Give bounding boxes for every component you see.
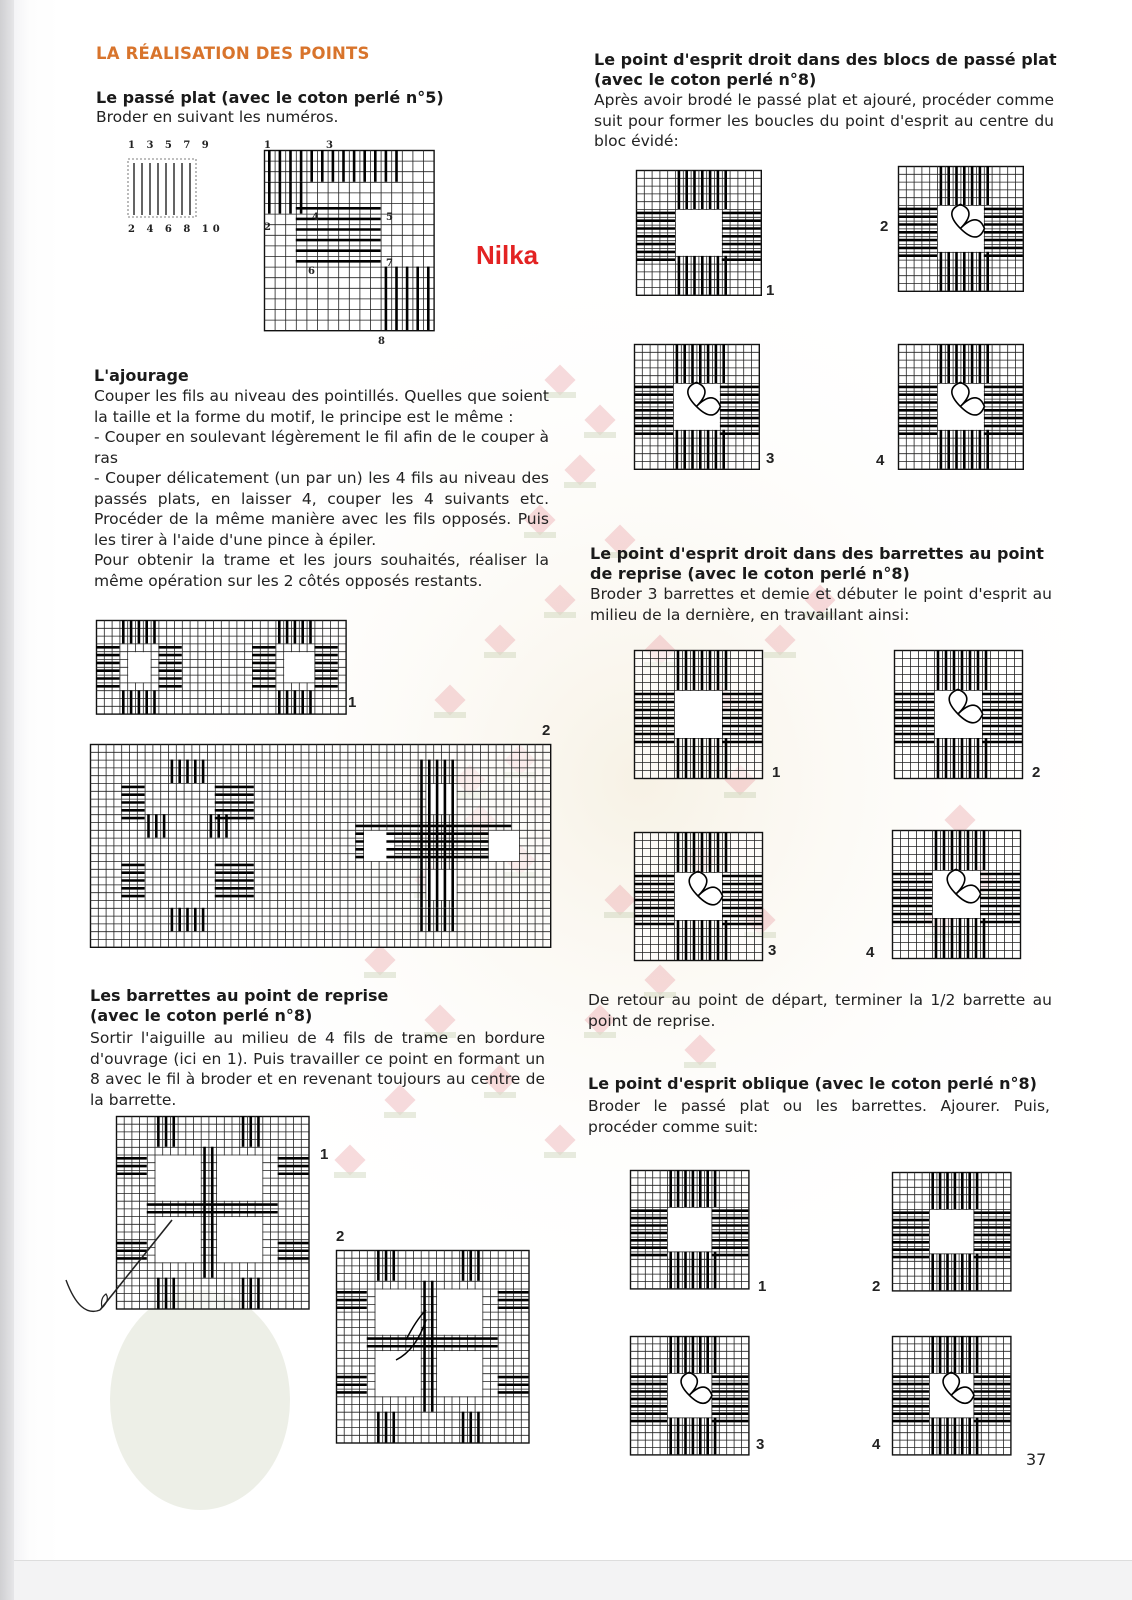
ajourage-fig-label-1: 1 [348,694,357,711]
passe-plat-label-1: 1 [264,140,271,151]
ajourage-bullet-1: - Couper en soulevant légèrement le fil afin de le couper à ras [94,428,549,467]
section-title: LA RÉALISATION DES POINTS [96,44,370,63]
barrettes-fig-label-2: 2 [336,1228,345,1245]
passe-plat-small-diagram [126,155,198,221]
ajourage-bullet-2: - Couper délicatement (un par un) les 4 fils au niveau des passés plats, en laisser 4, couper les 4 suivants etc. Procéder de la même manière avec les fils opposés. Puis les tirer à l'aide d'une pince à épiler. [94,469,549,549]
esprit-barrettes-diagram-3 [634,832,762,956]
esprit-barrettes-text: Broder 3 barrettes et demie et débuter le point d'esprit au milieu de la dernière, en travaillant ainsi: [590,585,1052,624]
esprit-blocs-text: Après avoir brodé le passé plat et ajouré, procéder comme suit pour former les boucles du point d'esprit au centre du bloc évidé: [594,91,1054,150]
barrettes-diagram-2 [336,1250,530,1446]
esprit-oblique-fig-label-3: 3 [756,1436,765,1453]
ajourage-heading: L'ajourage [94,366,189,385]
passe-plat-bottom-numbers: 2 4 6 8 10 [128,224,224,235]
esprit-blocs-fig-label-1: 1 [766,282,775,299]
esprit-blocs-diagram-3 [634,344,762,468]
page-bottom-margin [14,1560,1132,1600]
esprit-oblique-diagram-1 [630,1170,748,1290]
passe-plat-label-2: 2 [264,222,271,233]
barrettes-heading-2: (avec le coton perlé n°8) [90,1006,313,1025]
passe-plat-text: Broder en suivant les numéros. [96,108,339,126]
esprit-oblique-fig-label-2: 2 [872,1278,881,1295]
page-number: 37 [1026,1450,1047,1469]
esprit-barrettes-fig-label-2: 2 [1032,764,1041,781]
esprit-oblique-diagram-3 [630,1336,748,1452]
passe-plat-grid-diagram [264,150,442,330]
esprit-blocs-fig-label-2: 2 [880,218,889,235]
passe-plat-label-3: 3 [326,140,333,151]
ajourage-intro: Couper les fils au niveau des pointillés. Quelles que soient la taille et la forme du motif, le principe est le même : [94,387,549,426]
barrettes-fig-label-1: 1 [320,1146,329,1163]
watermark: Nilka [476,240,539,270]
esprit-oblique-fig-label-4: 4 [872,1436,881,1453]
passe-plat-label-6: 6 [308,266,315,277]
ajourage-text-2: Pour obtenir la trame et les jours souhaités, réaliser la même opération sur les 2 côtés opposés restants. [94,551,549,590]
esprit-barrettes-text-2: De retour au point de départ, terminer la 1/2 barrette au point de reprise. [588,991,1052,1030]
esprit-blocs-heading-2: (avec le coton perlé n°8) [594,70,817,89]
esprit-blocs-diagram-1 [636,170,762,294]
esprit-oblique-diagram-4 [892,1336,1012,1452]
ajourage-fig-label-2: 2 [542,722,551,739]
esprit-barrettes-diagram-4 [892,830,1022,954]
ajourage-diagram-1 [96,620,346,712]
barrettes-text: Sortir l'aiguille au milieu de 4 fils de trame en bordure d'ouvrage (ici en 1). Puis travailler ce point en formant un 8 avec le fil à broder et en revenant toujours au centre de la barrette. [90,1029,545,1109]
barrettes-heading-1: Les barrettes au point de reprise [90,986,389,1005]
ajourage-text [94,386,549,591]
esprit-oblique-heading: Le point d'esprit oblique (avec le coton perlé n°8) [588,1074,1037,1093]
esprit-blocs-diagram-4 [898,344,1022,466]
passe-plat-label-4: 4 [312,212,319,223]
needle-thread-illustration [60,1200,180,1320]
esprit-barrettes-fig-label-1: 1 [772,764,781,781]
esprit-oblique-text: Broder le passé plat ou les barrettes. Ajourer. Puis, procéder comme suit: [588,1097,1050,1136]
esprit-oblique-diagram-2 [892,1172,1012,1290]
esprit-blocs-heading-1: Le point d'esprit droit dans des blocs de passé plat [594,50,1057,69]
passe-plat-label-7: 7 [386,258,393,269]
esprit-barrettes-diagram-1 [634,650,764,778]
esprit-barrettes-heading-2: de reprise (avec le coton perlé n°8) [590,564,910,583]
passe-plat-top-numbers: 1 3 5 7 9 [128,140,213,151]
esprit-blocs-fig-label-3: 3 [766,450,775,467]
esprit-blocs-fig-label-4: 4 [876,452,885,469]
passe-plat-label-5: 5 [386,212,393,223]
esprit-barrettes-fig-label-4: 4 [866,944,875,961]
esprit-barrettes-fig-label-3: 3 [768,942,777,959]
esprit-barrettes-heading-1: Le point d'esprit droit dans des barrettes au point [590,544,1044,563]
passe-plat-heading: Le passé plat (avec le coton perlé n°5) [96,88,444,107]
esprit-oblique-fig-label-1: 1 [758,1278,767,1295]
esprit-blocs-diagram-2 [898,166,1026,292]
ajourage-diagram-2 [90,744,556,952]
passe-plat-label-8: 8 [378,336,385,347]
esprit-barrettes-diagram-2 [894,650,1022,778]
